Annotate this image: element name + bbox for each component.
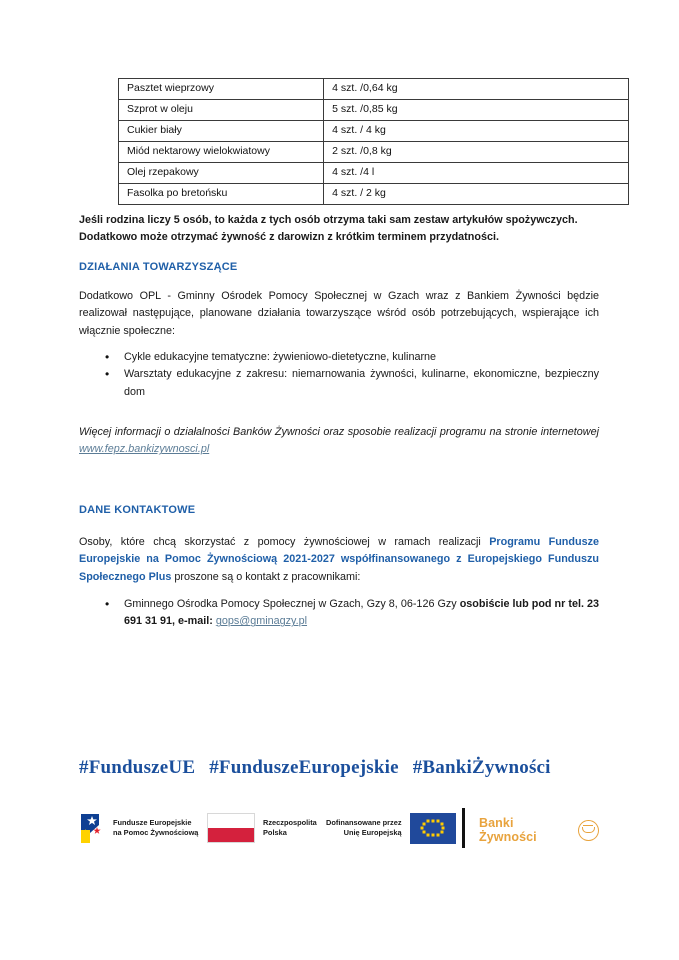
eu-star [421,827,424,830]
unia-europejska-caption [326,818,402,838]
table-row [119,163,629,184]
fepz-website-link[interactable]: www.fepz.bankizywnosci.pl [79,443,210,456]
product-table [118,78,629,205]
eu-flag-icon [410,813,456,844]
polish-flag-icon [207,813,255,843]
contact-email-link[interactable]: gops@gminagzy.pl [215,615,308,628]
activities-paragraph: Dodatkowo OPL - Gminny Ośrodek Pomocy Społecznej w Gzach wraz z Bankiem Żywności będzie realizował następujące, planowane działania towarzyszące wśród osób potrzebujących, wspierające ich włącznie społeczne: [79,290,599,337]
table-cell-qty: 4 szt. /0,64 kg [324,79,629,100]
eu-star [422,831,425,834]
intro-line-2: Dodatkowo może otrzymać żywność z darowizn z krótkim terminem przydatności. [79,231,499,244]
more-info-text: Więcej informacji o działalności Banków Żywności oraz sposobie realizacji programu na stronie internetowej [79,426,599,438]
eu-star [440,831,443,834]
logo-rzeczpospolita-polska [207,806,317,850]
table-row [119,100,629,121]
rzeczpospolita-caption [263,818,317,838]
ue-caption-line-2: Unię Europejską [343,828,402,837]
table-cell-product: Olej rzepakowy [119,163,324,184]
hashtag-row [79,757,565,779]
logo-unia-europejska [326,806,456,850]
list-item [101,596,599,631]
list-item: • Cykle edukacyjne tematyczne: żywieniowo-dietetyczne, kulinarne [101,349,599,366]
fundusze-europejskie-caption [113,818,198,838]
section-heading-activities: DZIAŁANIA TOWARZYSZĄCE [79,261,238,273]
banki-zywnosci-icon [578,820,599,841]
table-cell-product: Fasolka po bretońsku [119,184,324,205]
banki-zywnosci-label: Banki Żywności [479,816,537,844]
contact-paragraph-part-1: Osoby, które chcą skorzystać z pomocy żywnościowej w ramach realizacji [79,536,490,548]
footer-logo-bar [79,806,599,856]
contact-office-address: Gminnego Ośrodka Pomocy Społecznej w Gzach, Gzy 8, 06-126 Gzy [124,598,460,610]
flag-stripe-red [208,828,254,842]
table-cell-qty: 4 szt. / 2 kg [324,184,629,205]
flag-stripe-white [208,814,254,828]
hashtag-fundusze-ue: #FunduszeUE [79,757,196,778]
rp-caption-line-1: Rzeczpospolita [263,818,317,828]
fe-caption-line-1: Fundusze Europejskie [113,818,192,828]
contact-bullet-list [101,596,599,631]
eu-star [431,819,434,822]
table-row [119,142,629,163]
intro-paragraph [79,212,599,247]
logo-fundusze-europejskie [79,806,198,850]
eu-star [436,820,439,823]
eu-star [422,822,425,825]
footer-divider [462,808,465,848]
fe-caption-line-2: na Pomoc Żywnościową [113,828,199,837]
contact-paragraph-part-2: proszone są o kontakt z pracownikami: [171,570,361,583]
table-cell-qty: 4 szt. / 4 kg [324,121,629,142]
logo-banki-zywnosci [479,816,599,844]
table-cell-qty: 2 szt. /0,8 kg [324,142,629,163]
program-name-highlight: Programu Fundusze Europejskie na Pomoc Żywnościową 2021-2027 współfinansowanego z Europejskiego Funduszu Społecznego Plus [79,536,599,583]
hashtag-fundusze-europejskie: #FunduszeEuropejskie [209,757,399,778]
fundusze-europejskie-icon [79,813,106,844]
more-info-paragraph [79,424,599,459]
table-cell-product: Cukier biały [119,121,324,142]
eu-star [426,820,429,823]
eu-star [436,833,439,836]
ue-caption-line-1: Dofinansowane przez [326,818,402,828]
section-heading-contact: DANE KONTAKTOWE [79,504,196,516]
table-cell-product: Pasztet wieprzowy [119,79,324,100]
eu-star [431,834,434,837]
table-cell-qty: 5 szt. /0,85 kg [324,100,629,121]
contact-phone-label: osobiście lub pod nr tel. 23 691 31 91, e-mail: [124,598,600,628]
intro-line-1: Jeśli rodzina liczy 5 osób, to każda z tych osób otrzyma taki sam zestaw artykułów spożywczych. [79,214,578,226]
table-row [119,79,629,100]
list-item: • Warsztaty edukacyjne z zakresu: niemarnowania żywności, kulinarne, ekonomiczne, bezpieczny dom [101,366,599,401]
activities-bullet-list [101,349,599,401]
table-cell-product: Miód nektarowy wielokwiatowy [119,142,324,163]
eu-star [426,833,429,836]
product-table-body [119,79,629,205]
rp-caption-line-2: Polska [263,828,287,837]
table-row [119,121,629,142]
eu-star [441,827,444,830]
table-cell-qty: 4 szt. /4 l [324,163,629,184]
table-row [119,184,629,205]
contact-paragraph [79,534,599,586]
eu-star [440,822,443,825]
table-cell-product: Szprot w oleju [119,100,324,121]
hashtag-banki-zywnosci: #BankiŻywności [412,757,551,778]
